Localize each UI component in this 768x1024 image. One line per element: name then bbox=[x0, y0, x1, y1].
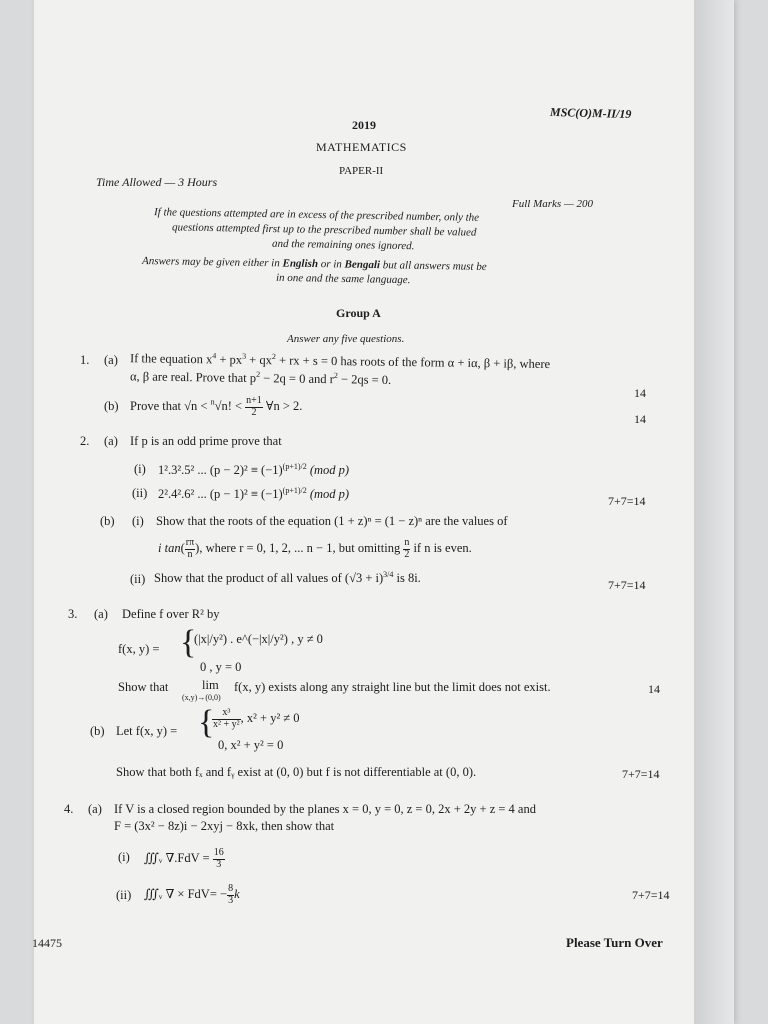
question-3-number: 3. bbox=[68, 607, 78, 621]
question-4a-label: (a) bbox=[88, 802, 102, 816]
exam-year: 2019 bbox=[352, 118, 376, 132]
page-edge-shadow bbox=[694, 0, 734, 1024]
question-4a-ii-label: (ii) bbox=[116, 888, 132, 902]
please-turn-over: Please Turn Over bbox=[566, 935, 663, 950]
instruction-line-3: and the remaining ones ignored. bbox=[271, 237, 415, 253]
question-1b-label: (b) bbox=[104, 399, 119, 413]
question-4a-ii-text: ∭ᵥ ∇ × FdV= − $\frac{8}{3}$ k bbox=[144, 883, 240, 906]
question-4a-i-text: ∭ᵥ ∇.FdV = $\frac{16}{3}$ bbox=[144, 847, 224, 870]
question-2b-i-line-2: i tan( $\frac{r\pi}{n}$ ), where r = 0, 1, 2, ... n − 1, but omitting $\frac{n}{2}$ if n is even. bbox=[158, 537, 472, 560]
question-3a-label: (a) bbox=[94, 607, 108, 621]
group-title: Group A bbox=[336, 306, 381, 320]
paper-number: PAPER-II bbox=[339, 165, 384, 177]
question-1b-text: Prove that √n < $^n$√n! < $\frac{n+1}{2}$ ∀n > 2. bbox=[130, 395, 303, 418]
question-2a-marks: 7+7=14 bbox=[608, 494, 646, 508]
question-3a-marks: 14 bbox=[648, 682, 660, 696]
question-2b-ii-label: (ii) bbox=[130, 572, 146, 586]
group-instruction: Answer any five questions. bbox=[287, 333, 405, 345]
limit-subscript: (x,y)→(0,0) bbox=[182, 693, 221, 702]
question-2b-i-label: (i) bbox=[132, 514, 144, 528]
exam-page bbox=[34, 0, 734, 1024]
time-allowed: Time Allowed — 3 Hours bbox=[96, 175, 218, 189]
question-3b-show-text: Show that both fₓ and fᵧ exist at (0, 0) but f is not differentiable at (0, 0). bbox=[116, 765, 477, 779]
question-4a-line-2: F = (3x² − 8z)i − 2xyj − 8xk, then show that bbox=[114, 819, 335, 833]
question-1a-line-1: If the equation $x^4 + px^3 + qx^2$ + rx + s = 0 has roots of the form α + iα, β + iβ, where bbox=[129, 351, 551, 372]
language-instruction-line-1: Answers may be given either in English or in Bengali but all answers must be bbox=[141, 254, 487, 274]
question-2a-intro: If p is an odd prime prove that bbox=[130, 434, 282, 448]
function-g-case-1: $\frac{\text{x³}}{\text{x² + y²}}$ , x² + y² ≠ 0 bbox=[213, 707, 300, 730]
question-3a-show-prefix: Show that bbox=[118, 680, 169, 694]
question-1b-marks: 14 bbox=[634, 412, 646, 426]
question-4-marks: 7+7=14 bbox=[632, 888, 670, 902]
question-2a-label: (a) bbox=[104, 434, 118, 448]
instruction-line-2: questions attempted first up to the prescribed number shall be valued bbox=[171, 221, 477, 239]
question-2a-ii-label: (ii) bbox=[132, 486, 148, 500]
question-1-number: 1. bbox=[80, 353, 90, 367]
instruction-line-1: If the questions attempted are in excess of the prescribed number, only the bbox=[153, 206, 480, 224]
subject-title: MATHEMATICS bbox=[316, 140, 407, 154]
question-3a-show-text: f(x, y) exists along any straight line but the limit does not exist. bbox=[234, 680, 551, 694]
piecewise-brace-b: { bbox=[198, 704, 215, 741]
question-3a-intro: Define f over R² by bbox=[122, 607, 220, 621]
question-2b-ii-text: Show that the product of all values of $(√3 + i)^{3/4}$ is 8i. bbox=[154, 570, 421, 586]
piecewise-brace: { bbox=[180, 624, 197, 661]
paper-code: MSC(O)M-II/19 bbox=[549, 104, 632, 122]
question-2a-ii-text: 2².4².6² ... $(p - 1)^2 \equiv (-1)^{(p+1)/2}$ (mod p) bbox=[158, 486, 350, 502]
limit-operator: lim bbox=[202, 678, 219, 692]
question-2a-i-text: 1².3².5² ... $(p - 2)^2 \equiv (-1)^{(p+1)/2}$ (mod p) bbox=[158, 462, 350, 478]
question-1a-line-2: α, β are real. Prove that $p^2 - 2q = 0$ and $r^2 - 2qs = 0$. bbox=[129, 369, 392, 387]
function-f-case-2: 0 , y = 0 bbox=[200, 660, 242, 674]
question-2b-label: (b) bbox=[100, 514, 115, 528]
full-marks: Full Marks — 200 bbox=[512, 198, 593, 210]
function-g-lhs: Let f(x, y) = bbox=[116, 724, 178, 738]
language-instruction-line-2: in one and the same language. bbox=[275, 271, 411, 287]
question-4-number: 4. bbox=[64, 802, 74, 816]
question-2b-i-line-1: Show that the roots of the equation (1 + z)ⁿ = (1 − z)ⁿ are the values of bbox=[156, 514, 508, 528]
question-2a-i-label: (i) bbox=[134, 462, 146, 476]
question-1a-label: (a) bbox=[104, 353, 118, 367]
question-2-number: 2. bbox=[80, 434, 90, 448]
question-1a-marks: 14 bbox=[634, 386, 646, 400]
question-4a-line-1: If V is a closed region bounded by the planes x = 0, y = 0, z = 0, 2x + 2y + z = 4 and bbox=[114, 802, 536, 816]
function-f-case-1: (|x|/y²) . e^(−|x|/y²) , y ≠ 0 bbox=[194, 632, 323, 646]
function-g-case-2: 0, x² + y² = 0 bbox=[218, 738, 284, 752]
question-2b-marks: 7+7=14 bbox=[608, 578, 646, 592]
question-4a-i-label: (i) bbox=[118, 850, 130, 864]
question-3b-label: (b) bbox=[90, 724, 105, 738]
question-3b-marks: 7+7=14 bbox=[622, 767, 660, 781]
footer-code: 14475 bbox=[32, 936, 62, 950]
function-f-lhs: f(x, y) = bbox=[118, 642, 160, 656]
